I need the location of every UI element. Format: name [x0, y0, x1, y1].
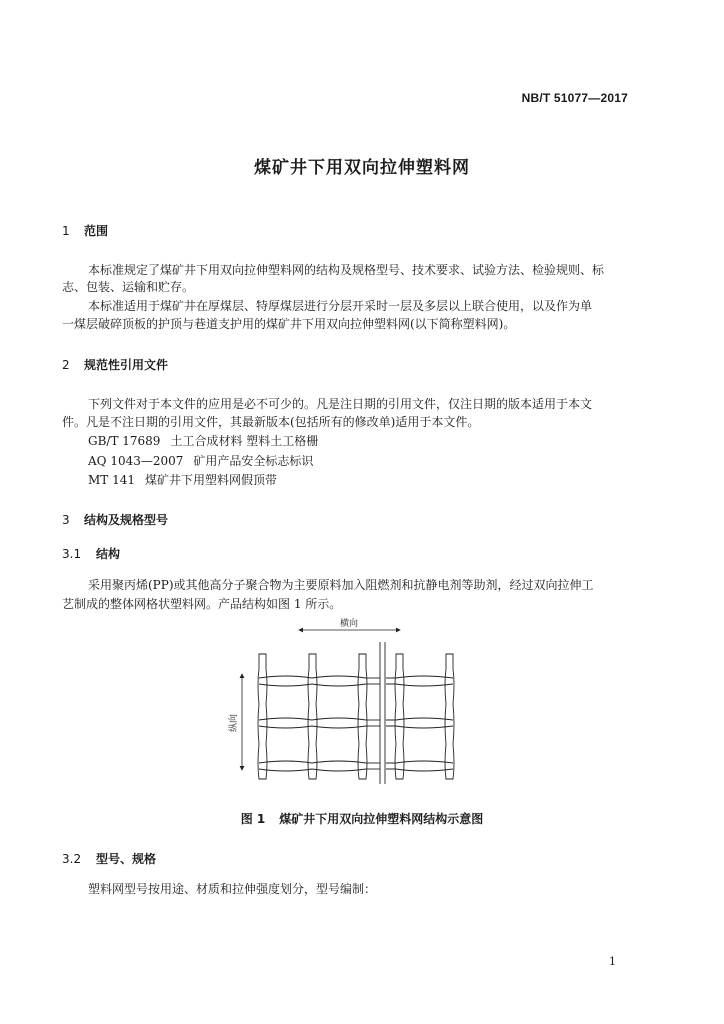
- figure-caption-text: 煤矿井下用双向拉伸塑料网结构示意图: [279, 812, 484, 826]
- section-number: 3: [62, 513, 70, 527]
- vertical-direction-label: 纵向: [229, 713, 239, 732]
- horizontal-direction-label: 横向: [339, 619, 359, 629]
- mesh-horizontal-strands: [259, 676, 453, 771]
- reference-title: 土工合成材料 塑料土工格栅: [170, 434, 319, 448]
- reference-code: GB/T 17689: [88, 434, 161, 448]
- subsection-title: 型号、规格: [96, 852, 157, 866]
- section-title: 结构及规格型号: [84, 513, 169, 527]
- subsection-3-2-paragraph-line-1: 塑料网型号按用途、材质和拉伸强度划分，型号编制：: [88, 882, 377, 896]
- subsection-number: 3.2: [62, 852, 82, 866]
- normative-reference: [88, 471, 277, 488]
- section-title: 范围: [84, 224, 109, 238]
- reference-code: AQ 1043—2007: [88, 454, 184, 468]
- section-1-heading: [62, 222, 108, 239]
- section-2-paragraph-line-1: 下列文件对于本文件的应用是必不可少的。凡是注日期的引用文件，仅注日期的版本适用于本文: [88, 397, 593, 411]
- section-1-paragraph-1-line-2: 志、包装、运输和贮存。: [62, 280, 195, 294]
- subsection-3-1-paragraph-line-1: 采用聚丙烯(PP)或其他高分子聚合物为主要原料加入阻燃剂和抗静电剂等助剂，经过双向拉伸工: [88, 578, 594, 592]
- section-1-paragraph-1-line-1: 本标准规定了煤矿井下用双向拉伸塑料网的结构及规格型号、技术要求、试验方法、检验规则、标: [88, 263, 605, 277]
- section-number: 2: [62, 358, 70, 372]
- section-2-heading: [62, 356, 168, 373]
- subsection-number: 3.1: [62, 547, 82, 561]
- reference-title: 煤矿井下用塑料网假顶带: [145, 473, 278, 487]
- figure-number: 图 1: [240, 812, 266, 826]
- section-3-heading: [62, 511, 168, 528]
- section-1-paragraph-2-line-2: 一煤层破碎顶板的护顶与巷道支护用的煤矿井下用双向拉伸塑料网(以下简称塑料网)。: [62, 317, 516, 331]
- document-title: 煤矿井下用双向拉伸塑料网: [254, 158, 470, 178]
- section-number: 1: [62, 224, 70, 238]
- normative-reference: [88, 452, 313, 469]
- figure-caption: [0, 810, 724, 827]
- subsection-3-1-paragraph-line-2: 艺制成的整体网格状塑料网。产品结构如图 1 所示。: [62, 597, 342, 611]
- subsection-3-1-heading: [62, 545, 120, 562]
- section-2-paragraph-line-2: 件。凡是不注日期的引用文件，其最新版本(包括所有的修改单)适用于本文件。: [62, 415, 480, 429]
- section-1-paragraph-2-line-1: 本标准适用于煤矿井在厚煤层、特厚煤层进行分层开采时一层及多层以上联合使用，以及作为单: [88, 299, 593, 313]
- normative-reference: [88, 432, 318, 449]
- reference-code: MT 141: [88, 473, 136, 487]
- page-number: 1: [609, 955, 616, 968]
- standard-number: NB/T 51077—2017: [521, 91, 628, 105]
- break-lines: [380, 642, 385, 784]
- reference-title: 矿用产品安全标志标识: [193, 454, 314, 468]
- subsection-3-2-heading: [62, 850, 156, 867]
- mesh-structure-figure: [214, 614, 484, 794]
- subsection-title: 结构: [96, 547, 121, 561]
- mesh-strands: [258, 654, 454, 779]
- section-title: 规范性引用文件: [84, 358, 169, 372]
